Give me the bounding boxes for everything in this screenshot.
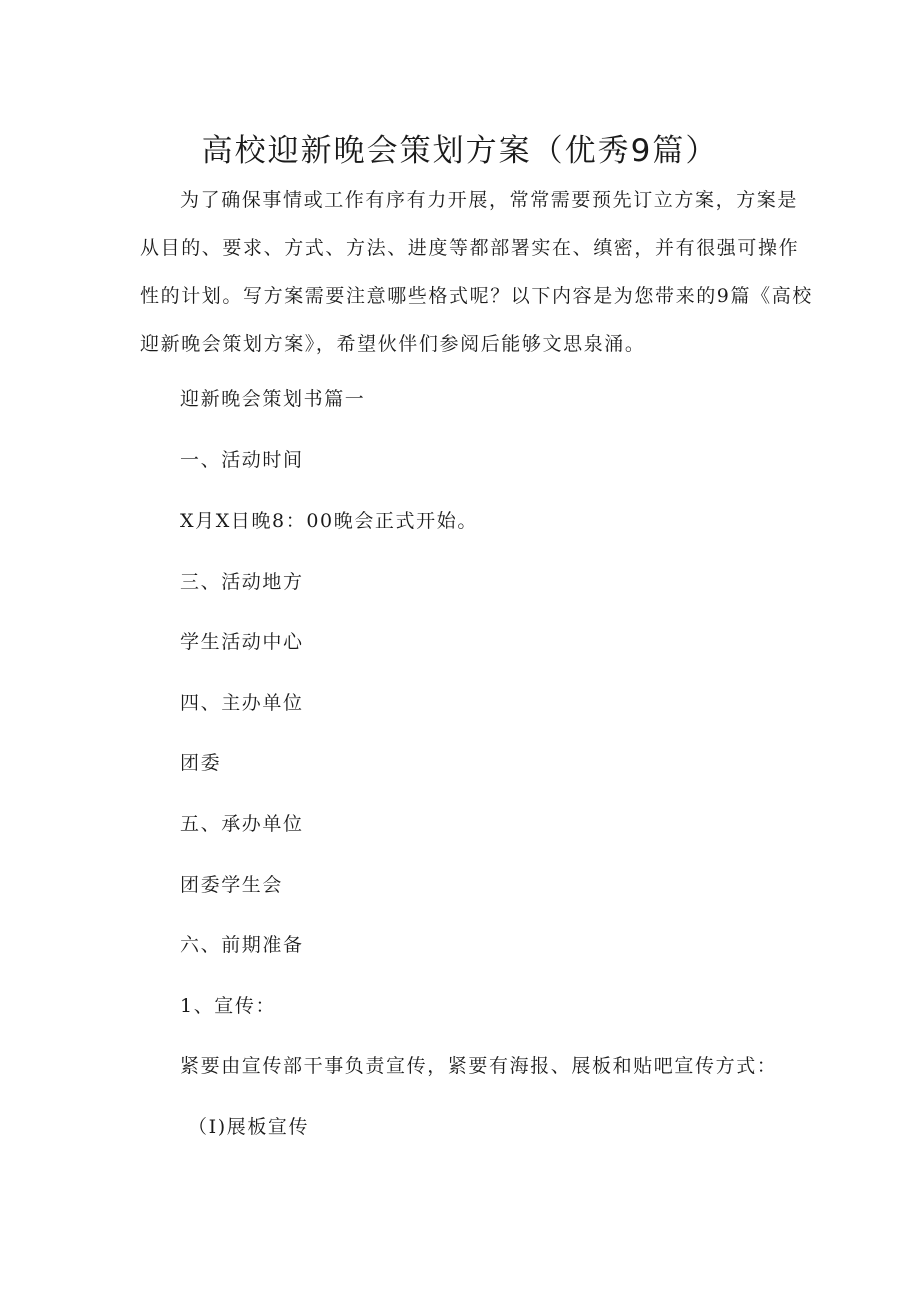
body-text: 学生活动中心 (180, 631, 304, 653)
section-heading: 六、前期准备 (180, 934, 304, 956)
body-text: 团委 (180, 752, 222, 774)
intro-line: 为了确保事情或工作有序有力开展，常常需要预先订立方案，方案是 (180, 189, 799, 211)
intro-line: 从目的、要求、方式、方法、进度等都部署实在、缜密，并有很强可操作 (140, 237, 800, 259)
body-text: 团委学生会 (180, 874, 284, 896)
body-text: 紧要由宣传部干事负责宣传，紧要有海报、展板和贴吧宣传方式： (180, 1055, 778, 1077)
section-heading: 迎新晚会策划书篇一 (180, 388, 366, 410)
section-heading: 五、承办单位 (180, 813, 304, 835)
sub-heading: 1、宣传： (180, 995, 277, 1017)
intro-line: 迎新晚会策划方案》，希望伙伴们参阅后能够文思泉涌。 (140, 333, 646, 355)
intro-paragraph (140, 176, 813, 368)
intro-line: 性的计划。写方案需要注意哪些格式呢？以下内容是为您带来的9篇《高校 (140, 285, 813, 307)
section-heading: 一、活动时间 (180, 449, 304, 471)
sub-heading: （I)展板宣传 (188, 1116, 310, 1138)
body-text: X月X日晚8：00晚会正式开始。 (180, 510, 478, 532)
section-heading: 四、主办单位 (180, 692, 304, 714)
document-title: 高校迎新晚会策划方案（优秀9篇） (201, 132, 719, 169)
section-heading: 三、活动地方 (180, 571, 304, 593)
